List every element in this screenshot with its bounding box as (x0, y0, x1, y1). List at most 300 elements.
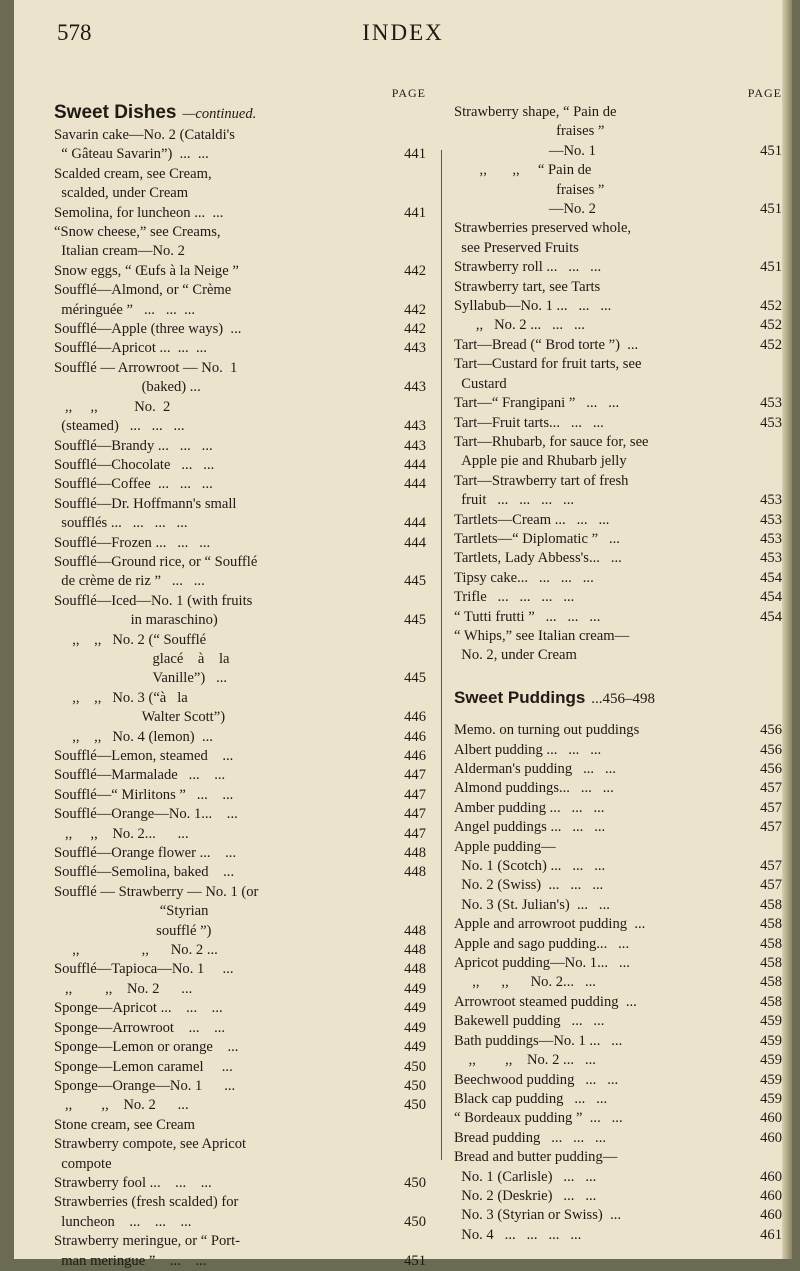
index-entry (454, 511, 782, 530)
entry-list (454, 721, 782, 1245)
entry-page-number: 447 (404, 806, 426, 823)
index-entry (454, 472, 782, 491)
index-entry (54, 1155, 426, 1174)
entry-text: scalded, under Cream (54, 185, 189, 202)
entry-page-number: 444 (404, 456, 426, 473)
index-entry (454, 103, 782, 122)
entry-text: Strawberry shape, “ Pain de (454, 104, 617, 120)
section-continued-label: —continued. (182, 106, 257, 122)
entry-page-number: 448 (404, 845, 426, 862)
index-entry (454, 760, 782, 779)
entry-text: “ Bordeaux pudding ” ... ... (454, 1110, 623, 1127)
entry-text: Soufflé—Apple (three ways) ... (54, 321, 242, 338)
entry-text: Soufflé—Tapioca—No. 1 ... (54, 961, 234, 978)
entry-text: ,, ,, No. 2 ... (54, 942, 218, 959)
page-column-header: PAGE (391, 86, 426, 100)
entry-page-number: 452 (760, 336, 782, 353)
entry-text: ,, ,, No. 4 (lemon) ... (54, 728, 213, 745)
entry-text: Apple pudding— (454, 838, 556, 855)
index-entry (54, 650, 426, 669)
entry-text: —No. 1 (454, 142, 596, 159)
index-entry (54, 1232, 426, 1251)
entry-page-number: 444 (404, 534, 426, 551)
entry-page-number: 459 (760, 1090, 782, 1107)
entry-text: No. 3 (Styrian or Swiss) ... (454, 1207, 622, 1224)
entry-text: No. 2, under Cream (454, 647, 577, 664)
entry-page-number: 449 (404, 1000, 426, 1017)
entry-text: Vanille”) ... (54, 670, 228, 687)
index-entry (54, 1174, 426, 1193)
entry-text: Soufflé—Semolina, baked ... (54, 864, 235, 881)
index-entry (454, 993, 782, 1012)
entry-text: No. 4 ... ... ... ... (454, 1226, 582, 1243)
entry-text: soufflé ”) (54, 922, 212, 939)
index-entry (454, 355, 782, 374)
index-entry (454, 394, 782, 413)
entry-text: Tart—Strawberry tart of fresh (454, 472, 629, 489)
index-entry (54, 805, 426, 824)
entry-text: Strawberry meringue, or “ Port- (54, 1233, 241, 1250)
index-entry (454, 161, 782, 180)
entry-text: Amber pudding ... ... ... (454, 799, 605, 816)
index-entry (454, 954, 782, 973)
entry-page-number: 456 (760, 722, 782, 739)
entry-text: Sponge—Apricot ... ... ... (54, 1000, 223, 1017)
index-entry (54, 863, 426, 882)
entry-text: Soufflé—Ground rice, or “ Soufflé (54, 553, 258, 570)
entry-text: ,, ,, No. 2... ... (454, 974, 596, 991)
index-entry (454, 1012, 782, 1031)
index-entry (54, 1038, 426, 1057)
entry-text: Custard (454, 375, 507, 392)
entry-page-number: 448 (404, 942, 426, 959)
section-title: Sweet Puddings (454, 687, 586, 707)
entry-page-number: 442 (404, 301, 426, 318)
entry-text: “Snow cheese,” see Creams, (54, 224, 221, 241)
entry-page-number: 443 (404, 340, 426, 357)
entry-page-number: 458 (760, 916, 782, 933)
entry-page-number: 457 (760, 780, 782, 797)
entry-text: Bread and butter pudding— (454, 1149, 618, 1166)
index-entry (454, 530, 782, 549)
entry-page-number: 458 (760, 896, 782, 913)
entry-text: Apple and arrowroot pudding ... (454, 916, 646, 933)
entry-page-number: 460 (760, 1207, 782, 1224)
entry-text: Memo. on turning out puddings (454, 722, 640, 739)
entry-page-number: 446 (404, 728, 426, 745)
index-entry (54, 242, 426, 261)
entry-text: Soufflé—Apricot ... ... ... (54, 340, 207, 357)
index-entry (454, 1051, 782, 1070)
entry-text: Soufflé—“ Mirlitons ” ... ... (54, 786, 234, 803)
entry-page-number: 454 (760, 589, 782, 606)
entry-page-number: 451 (760, 142, 782, 159)
entry-text: Albert pudding ... ... ... (454, 741, 602, 758)
entry-text: ,, ,, No. 2 ... (54, 980, 193, 997)
entry-page-number: 453 (760, 530, 782, 547)
index-entry (54, 592, 426, 611)
index-entry (454, 1187, 782, 1206)
entry-text: —No. 2 (454, 201, 596, 218)
entry-text: Tart—“ Frangipani ” ... ... (454, 395, 620, 412)
entry-text: ,, ,, No. 2... ... (54, 825, 189, 842)
entry-list (54, 126, 426, 1271)
entry-page-number: 450 (404, 1077, 426, 1094)
entry-text: Sponge—Orange—No. 1 ... (54, 1077, 236, 1094)
index-entry (54, 611, 426, 630)
index-entry (454, 258, 782, 277)
entry-page-number: 447 (404, 786, 426, 803)
page-number: 578 (57, 20, 92, 45)
entry-text: Sponge—Lemon or orange ... (54, 1039, 239, 1056)
entry-text: ,, No. 2 ... ... ... (454, 317, 585, 334)
entry-text: Strawberry fool ... ... ... (54, 1174, 212, 1191)
entry-list (454, 103, 782, 666)
index-entry (54, 339, 426, 358)
page-title: INDEX (362, 20, 444, 45)
entry-text: Tart—Bread (“ Brod torte ”) ... (454, 336, 639, 353)
entry-text: glacé à la (54, 650, 230, 667)
section-heading-sweet-puddings (454, 688, 782, 709)
index-entry (54, 669, 426, 688)
entry-page-number: 457 (760, 858, 782, 875)
entry-text: man meringue ” ... ... (54, 1252, 207, 1269)
index-entry (454, 414, 782, 433)
entry-page-number: 447 (404, 825, 426, 842)
entry-text: Soufflé—Orange flower ... ... (54, 845, 237, 862)
entry-page-number: 457 (760, 877, 782, 894)
index-entry (454, 1071, 782, 1090)
entry-page-number: 449 (404, 980, 426, 997)
entry-text: “Styrian (54, 903, 209, 920)
index-entry (54, 475, 426, 494)
index-entry (454, 627, 782, 646)
entry-text: Apple and sago pudding... ... (454, 935, 630, 952)
entry-text: in maraschino) (54, 612, 218, 629)
index-entry (54, 902, 426, 921)
entry-page-number: 448 (404, 864, 426, 881)
entry-text: ,, ,, No. 2 (54, 398, 171, 415)
entry-page-number: 461 (760, 1226, 782, 1243)
index-entry (54, 1077, 426, 1096)
entry-page-number: 460 (760, 1129, 782, 1146)
index-entry (54, 534, 426, 553)
entry-page-number: 454 (760, 569, 782, 586)
index-entry (54, 844, 426, 863)
entry-text: Tipsy cake... ... ... ... (454, 569, 594, 586)
entry-text: ,, ,, No. 2 ... ... (454, 1052, 596, 1069)
entry-page-number: 452 (760, 317, 782, 334)
entry-text: ,, ,, No. 2 (“ Soufflé (54, 631, 207, 648)
index-entry (54, 320, 426, 339)
index-entry (454, 741, 782, 760)
entry-text: Syllabub—No. 1 ... ... ... (454, 298, 612, 315)
entry-page-number: 441 (404, 204, 426, 221)
entry-text: Soufflé—Brandy ... ... ... (54, 437, 213, 454)
index-page (14, 0, 792, 1269)
index-entry (54, 456, 426, 475)
entry-text: “ Tutti frutti ” ... ... ... (454, 608, 601, 625)
entry-text: Strawberries (fresh scalded) for (54, 1194, 239, 1211)
entry-text: No. 1 (Carlisle) ... ... (454, 1168, 597, 1185)
entry-text: Strawberry roll ... ... ... (454, 259, 602, 276)
index-entry (54, 572, 426, 591)
entry-text: Soufflé—Chocolate ... ... (54, 456, 215, 473)
entry-text: Tartlets—“ Diplomatic ” ... (454, 530, 620, 547)
entry-page-number: 456 (760, 741, 782, 758)
entry-page-number: 453 (760, 395, 782, 412)
index-entry (454, 646, 782, 665)
index-entry (54, 1096, 426, 1115)
entry-text: ,, ,, No. 3 (“à la (54, 689, 188, 706)
index-entry (454, 122, 782, 141)
index-entry (54, 1252, 426, 1271)
index-entry (54, 223, 426, 242)
entry-text: de crème de riz ” ... ... (54, 573, 205, 590)
entry-page-number: 459 (760, 1032, 782, 1049)
entry-text: Semolina, for luncheon ... ... (54, 204, 224, 221)
entry-page-number: 445 (404, 670, 426, 687)
index-entry (54, 398, 426, 417)
index-entry (454, 915, 782, 934)
entry-text: Soufflé—Almond, or “ Crème (54, 282, 232, 299)
entry-page-number: 451 (760, 259, 782, 276)
index-entry (54, 301, 426, 320)
entry-text: Tart—Fruit tarts... ... ... (454, 414, 604, 431)
entry-page-number: 446 (404, 709, 426, 726)
index-entry (454, 375, 782, 394)
entry-page-number: 446 (404, 748, 426, 764)
index-entry (454, 1226, 782, 1245)
index-entry (54, 495, 426, 514)
index-entry (454, 297, 782, 316)
entry-page-number: 459 (760, 1052, 782, 1069)
entry-text: Snow eggs, “ Œufs à la Neige ” (54, 262, 239, 279)
entry-text: Italian cream—No. 2 (54, 243, 185, 260)
index-entry (54, 786, 426, 805)
index-entry (454, 608, 782, 627)
index-entry (54, 378, 426, 397)
index-entry (54, 437, 426, 456)
entry-page-number: 443 (404, 379, 426, 396)
section-page-range: ...456–498 (591, 690, 656, 707)
index-entry (54, 728, 426, 747)
entry-page-number: 448 (404, 922, 426, 939)
entry-text: Apricot pudding—No. 1... ... (454, 955, 630, 972)
index-entry (454, 1206, 782, 1225)
index-entry (454, 433, 782, 452)
entry-text: Savarin cake—No. 2 (Cataldi's (54, 127, 235, 143)
entry-page-number: 441 (404, 146, 426, 163)
entry-page-number: 442 (404, 262, 426, 279)
entry-page-number: 456 (760, 761, 782, 777)
index-entry (454, 935, 782, 954)
index-entry (454, 181, 782, 200)
entry-page-number: 448 (404, 961, 426, 978)
index-entry (54, 204, 426, 223)
entry-text: fruit ... ... ... ... (454, 492, 574, 509)
entry-page-number: 449 (404, 1019, 426, 1036)
index-entry (54, 941, 426, 960)
entry-page-number: 442 (404, 321, 426, 338)
entry-text: No. 2 (Deskrie) ... ... (454, 1187, 597, 1204)
entry-text: Tartlets—Cream ... ... ... (454, 511, 610, 528)
index-entry (454, 569, 782, 588)
entry-text: Soufflé—Dr. Hoffmann's small (54, 495, 237, 512)
index-entry (54, 1135, 426, 1154)
left-column (54, 84, 426, 1271)
index-entry (54, 514, 426, 533)
entry-page-number: 460 (760, 1110, 782, 1127)
index-entry (54, 184, 426, 203)
entry-page-number: 444 (404, 476, 426, 493)
entry-page-number: 453 (760, 550, 782, 567)
entry-page-number: 460 (760, 1187, 782, 1204)
index-entry (54, 1058, 426, 1077)
entry-page-number: 457 (760, 799, 782, 816)
index-entry (54, 1019, 426, 1038)
entry-text: Sponge—Lemon caramel ... (54, 1058, 233, 1075)
entry-text: Angel puddings ... ... ... (454, 819, 606, 836)
entry-page-number: 458 (760, 974, 782, 991)
entry-page-number: 453 (760, 492, 782, 509)
entry-page-number: 450 (404, 1097, 426, 1114)
entry-text: (baked) ... (54, 379, 201, 396)
entry-text: Tartlets, Lady Abbess's... ... (454, 550, 622, 567)
entry-text: Soufflé—Frozen ... ... ... (54, 534, 211, 551)
entry-page-number: 444 (404, 515, 426, 532)
entry-text: Strawberry compote, see Apricot (54, 1136, 247, 1153)
index-entry (54, 825, 426, 844)
index-entry (454, 1168, 782, 1187)
entry-text: Soufflé — Strawberry — No. 1 (or (54, 883, 259, 900)
index-entry (454, 973, 782, 992)
entry-text: see Preserved Fruits (454, 239, 579, 256)
index-entry (54, 1213, 426, 1232)
index-entry (54, 1193, 426, 1212)
entry-page-number: 443 (404, 437, 426, 454)
index-entry (54, 417, 426, 436)
index-entry (54, 1116, 426, 1135)
entry-text: compote (54, 1155, 112, 1172)
entry-page-number: 460 (760, 1168, 782, 1185)
entry-text: luncheon ... ... ... (54, 1213, 192, 1230)
index-entry (54, 553, 426, 572)
index-entry (454, 219, 782, 238)
entry-text: soufflés ... ... ... ... (54, 515, 188, 532)
entry-page-number: 451 (404, 1252, 426, 1269)
entry-page-number: 450 (404, 1058, 426, 1075)
entry-page-number: 445 (404, 573, 426, 590)
index-entry (454, 721, 782, 740)
entry-text: “ Whips,” see Italian cream— (454, 627, 630, 644)
entry-page-number: 447 (404, 767, 426, 784)
entry-text: Strawberries preserved whole, (454, 220, 632, 237)
section-heading-sweet-dishes (54, 103, 426, 126)
entry-page-number: 449 (404, 1039, 426, 1056)
index-entry (454, 838, 782, 857)
entry-text: Soufflé—Orange—No. 1... ... (54, 806, 238, 823)
page-header (14, 20, 792, 60)
entry-text: Tart—Custard for fruit tarts, see (454, 356, 642, 373)
index-entry (454, 588, 782, 607)
index-entry (454, 799, 782, 818)
entry-text: No. 2 (Swiss) ... ... ... (454, 877, 604, 894)
entry-page-number: 451 (760, 201, 782, 218)
index-entry (54, 689, 426, 708)
index-entry (454, 316, 782, 335)
entry-text: Sponge—Arrowroot ... ... (54, 1019, 226, 1036)
index-entry (454, 336, 782, 355)
index-entry (54, 281, 426, 300)
entry-page-number: 458 (760, 935, 782, 952)
entry-text: Scalded cream, see Cream, (54, 165, 212, 182)
index-entry (54, 960, 426, 979)
index-entry (54, 708, 426, 727)
entry-text: Tart—Rhubarb, for sauce for, see (454, 433, 649, 450)
index-entry (54, 999, 426, 1018)
index-entry (454, 142, 782, 161)
index-entry (54, 766, 426, 785)
index-entry (454, 1109, 782, 1128)
index-entry (454, 549, 782, 568)
entry-page-number: 459 (760, 1013, 782, 1030)
entry-text: Beechwood pudding ... ... (454, 1071, 619, 1088)
entry-page-number: 445 (404, 612, 426, 629)
entry-text: ,, ,, No. 2 ... (54, 1097, 189, 1114)
entry-text: Bakewell pudding ... ... (454, 1013, 605, 1030)
entry-page-number: 458 (760, 993, 782, 1010)
entry-text: Soufflé—Iced—No. 1 (with fruits (54, 592, 253, 609)
entry-text: No. 1 (Scotch) ... ... ... (454, 858, 606, 875)
index-entry (54, 165, 426, 184)
entry-text: Soufflé—Marmalade ... ... (54, 767, 226, 784)
index-entry (454, 491, 782, 510)
entry-page-number: 453 (760, 511, 782, 528)
entry-page-number: 458 (760, 955, 782, 972)
entry-page-number: 453 (760, 414, 782, 431)
index-entry (454, 779, 782, 798)
entry-text: Strawberry tart, see Tarts (454, 278, 601, 295)
entry-text: Black cap pudding ... ... (454, 1090, 608, 1107)
index-entry (54, 145, 426, 164)
index-entry (454, 818, 782, 837)
index-entry (54, 262, 426, 281)
index-entry (454, 200, 782, 219)
index-entry (454, 857, 782, 876)
entry-text: “ Gâteau Savarin”) ... ... (54, 146, 209, 163)
index-entry (454, 1148, 782, 1167)
index-entry (454, 1129, 782, 1148)
index-entry (454, 1090, 782, 1109)
entry-text: Alderman's pudding ... ... (454, 761, 616, 777)
entry-text: méringuée ” ... ... ... (54, 301, 196, 318)
entry-text: Stone cream, see Cream (54, 1116, 196, 1133)
right-column (454, 84, 782, 1245)
index-entry (54, 359, 426, 378)
index-entry (54, 922, 426, 941)
entry-page-number: 459 (760, 1071, 782, 1088)
column-divider (441, 150, 442, 1160)
entry-text: Soufflé—Lemon, steamed ... (54, 748, 234, 764)
page-edge-shadow (782, 0, 792, 1259)
entry-text: Walter Scott”) (54, 709, 226, 726)
entry-page-number: 452 (760, 298, 782, 315)
index-entry (454, 896, 782, 915)
index-entry (54, 126, 426, 145)
entry-text: No. 3 (St. Julian's) ... ... (454, 896, 610, 913)
entry-text: Soufflé—Coffee ... ... ... (54, 476, 213, 493)
